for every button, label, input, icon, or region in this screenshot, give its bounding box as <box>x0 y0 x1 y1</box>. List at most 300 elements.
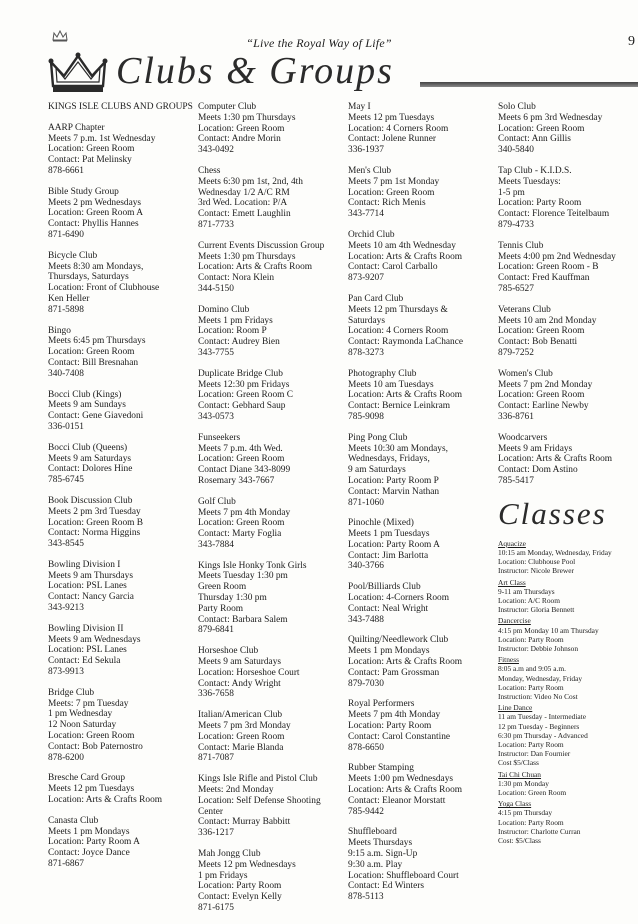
item-detail: Location: Party Room <box>498 817 564 827</box>
item-detail: 1-5 pm <box>498 187 525 198</box>
item-detail: 343-7488 <box>348 614 384 625</box>
item-detail: Meets 12 pm Tuesdays <box>48 784 135 795</box>
item-detail: Center <box>198 806 223 817</box>
list-item <box>348 294 498 359</box>
item-detail: Meets 1 pm Tuesdays <box>348 529 430 540</box>
item-detail: Location: Arts & Crafts Room <box>48 795 163 806</box>
item-detail: Meets 9 am Saturdays <box>48 453 132 464</box>
item-detail: 878-6650 <box>348 742 384 753</box>
list-item <box>348 433 498 509</box>
item-detail: Contact: Pam Grossman <box>348 667 440 678</box>
item-detail: Contact: Gene Giavedoni <box>48 411 144 422</box>
item-detail: 8:05 a.m and 9:05 a.m. <box>498 664 566 674</box>
item-detail: Contact: Gebhard Saup <box>198 401 286 412</box>
list-item <box>348 518 498 572</box>
item-detail: Saturdays <box>348 315 385 326</box>
list-item <box>498 616 638 653</box>
item-detail: 343-9213 <box>48 603 84 614</box>
list-item <box>48 688 198 764</box>
item-detail: 343-0573 <box>198 411 234 422</box>
item-detail: Meets 9 am Sundays <box>48 400 126 411</box>
item-detail: Wednesday 1/2 A/C RM <box>198 187 290 198</box>
item-detail: Meets 10 am 4th Wednesday <box>348 240 456 251</box>
item-name: Golf Club <box>198 496 236 507</box>
item-detail: Location: Green Room <box>348 187 435 198</box>
list-item <box>498 166 638 231</box>
item-detail: Contact: Carol Carballo <box>348 262 438 273</box>
item-detail: Contact: Evelyn Kelly <box>198 892 282 903</box>
item-detail: 343-7884 <box>198 539 234 550</box>
list-item <box>198 369 348 423</box>
item-detail: 785-9442 <box>348 806 384 817</box>
item-detail: 879-7030 <box>348 678 384 689</box>
item-detail: Meets: 2nd Monday <box>198 785 274 796</box>
item-detail: 879-6841 <box>198 625 234 636</box>
list-item <box>348 763 498 817</box>
item-detail: Contact: Marty Foglia <box>198 529 282 540</box>
list-item <box>348 699 498 753</box>
item-detail: Contact: Barbara Salem <box>198 614 288 625</box>
item-detail: Wednesdays, Fridays, <box>348 454 430 465</box>
item-detail: 9-11 am Thursdays <box>498 586 555 596</box>
item-name: Current Events Discussion Group <box>198 240 325 251</box>
item-detail: Location: Arts & Crafts Room <box>348 390 463 401</box>
item-detail: 871-5898 <box>48 304 84 315</box>
list-item <box>198 102 348 156</box>
item-detail: 871-6175 <box>198 903 234 913</box>
item-detail: Meets 7 pm 3rd Monday <box>198 721 291 732</box>
item-detail: Location: Green Room A <box>48 208 144 219</box>
item-detail: 340-7408 <box>48 368 84 379</box>
list-item <box>48 773 198 805</box>
list-item <box>498 305 638 359</box>
item-name: May I <box>348 102 371 112</box>
item-detail: Contact: Jolene Runner <box>348 134 437 145</box>
item-detail: 785-6745 <box>48 475 84 486</box>
list-item <box>48 496 198 550</box>
item-detail: Contact: Bob Paternostro <box>48 741 143 752</box>
section-heading: KINGS ISLE CLUBS AND GROUPS <box>48 102 193 112</box>
item-detail: Monday, Wednesday, Friday <box>498 673 583 683</box>
item-detail: 878-6200 <box>48 752 84 763</box>
item-name: Photography Club <box>348 368 417 379</box>
list-item <box>198 774 348 839</box>
item-name: Domino Club <box>198 304 250 315</box>
item-detail: 344-5150 <box>198 283 234 294</box>
item-detail: 340-3766 <box>348 561 384 572</box>
item-name: Kings Isle Honky Tonk Girls <box>198 560 307 571</box>
page-number: 9 <box>628 34 635 49</box>
item-detail: Location: PSL Lanes <box>48 645 127 656</box>
item-detail: Location: Green Room <box>498 326 585 337</box>
item-detail: Contact: Phyllis Hannes <box>48 219 139 230</box>
item-detail: Meets 9 am Thursdays <box>48 570 133 581</box>
item-detail: Contact: Andy Wright <box>198 678 281 689</box>
list-item <box>348 635 498 689</box>
list-item <box>48 326 198 380</box>
item-detail: 879-7252 <box>498 347 534 358</box>
list-item <box>348 166 498 220</box>
item-detail: Meets 1:30 pm Thursdays <box>198 112 296 123</box>
item-detail: Contact: Emett Laughlin <box>198 209 291 220</box>
item-detail: 1 pm Fridays <box>198 870 248 881</box>
classes-list <box>498 539 638 846</box>
item-detail: 873-9913 <box>48 667 84 678</box>
item-detail: 871-7087 <box>198 753 234 764</box>
item-detail: Instruction: Video No Cost <box>498 691 578 701</box>
item-detail: Location: Front of Clubhouse <box>48 283 160 294</box>
item-detail: Cost: $5/Class <box>498 836 541 845</box>
item-detail: Meets 1 pm Mondays <box>48 826 130 837</box>
item-detail: Contact: Ann Gillis <box>498 134 571 145</box>
item-detail: 9:15 a.m. Sign-Up <box>348 849 418 860</box>
list-item <box>198 166 348 231</box>
item-detail: Meets 6:45 pm Thursdays <box>48 336 146 347</box>
item-detail: 6:30 pm Thursday - Advanced <box>498 730 588 740</box>
item-name: Royal Performers <box>348 699 415 710</box>
item-detail: 343-0492 <box>198 145 234 156</box>
item-name: Bowling Division II <box>48 623 124 634</box>
item-detail: 9 am Saturdays <box>348 465 406 476</box>
item-detail: Contact: Florence Teitelbaum <box>498 209 610 220</box>
item-detail: Location: Clubhouse Pool <box>498 557 576 567</box>
item-detail: Location: Party Room <box>198 881 282 892</box>
crown-logo-icon <box>48 52 108 94</box>
item-name: AARP Chapter <box>48 122 105 133</box>
item-name: Orchid Club <box>348 229 395 240</box>
item-detail: Rosemary 343-7667 <box>198 475 275 486</box>
title-rule <box>420 82 638 87</box>
item-detail: 879-4733 <box>498 219 534 230</box>
item-detail: Location: Room P <box>198 326 267 337</box>
item-detail: 343-8545 <box>48 539 84 550</box>
list-item <box>48 816 198 870</box>
item-detail: 12 Noon Saturday <box>48 720 117 731</box>
list-item <box>198 497 348 551</box>
item-detail: Contact: Nora Klein <box>198 273 275 284</box>
item-detail: 871-6490 <box>48 229 84 240</box>
item-detail: 871-6867 <box>48 859 84 870</box>
item-detail: 11 am Tuesday - Intermediate <box>498 712 586 722</box>
item-detail: Meets 6:30 pm 1st, 2nd, 4th <box>198 176 303 187</box>
item-detail: Meets 9 am Saturdays <box>198 657 282 668</box>
item-name: Dancercise <box>498 616 531 626</box>
item-detail: Meets 6 pm 3rd Wednesday <box>498 112 603 123</box>
item-detail: Meets 7 pm 2nd Monday <box>498 379 593 390</box>
column-3 <box>348 102 498 913</box>
item-name: Fitness <box>498 655 519 665</box>
item-name: Men's Club <box>348 165 392 176</box>
item-detail: Contact: Fred Kauffman <box>498 273 590 284</box>
item-detail: Location: Party Room <box>498 682 564 692</box>
item-detail: Contact: Murray Babbitt <box>198 817 291 828</box>
item-detail: Contact: Marvin Nathan <box>348 486 440 497</box>
item-detail: Location: Green Room B <box>48 517 144 528</box>
list-item <box>48 390 198 433</box>
item-detail: Contact: Raymonda LaChance <box>348 337 464 348</box>
item-name: Horseshoe Club <box>198 646 259 657</box>
item-detail: Green Room <box>198 582 247 593</box>
item-detail: Location: Arts & Crafts Room <box>348 785 463 796</box>
list-item <box>498 655 638 701</box>
list-item <box>198 241 348 295</box>
item-detail: Meets 12 pm Tuesdays <box>348 112 435 123</box>
item-detail: 785-9098 <box>348 411 384 422</box>
item-name: Bocci Club (Kings) <box>48 389 122 400</box>
item-detail: Location: Green Room - B <box>498 262 599 273</box>
item-detail: Location: Arts & Crafts Room <box>348 657 463 668</box>
slogan: “Live the Royal Way of Life” <box>246 36 392 50</box>
item-name: Bingo <box>48 325 71 336</box>
item-detail: 340-5840 <box>498 145 534 156</box>
list-item <box>198 561 348 637</box>
item-detail: Location: Arts & Crafts Room <box>198 262 313 273</box>
list-item <box>348 827 498 903</box>
item-detail: Meets 7 pm 4th Monday <box>198 507 291 518</box>
item-name: Shuffleboard <box>348 827 397 838</box>
item-detail: Contact: Andre Morin <box>198 134 281 145</box>
item-name: Mah Jongg Club <box>198 849 261 860</box>
list-item <box>498 703 638 767</box>
item-detail: Location: 4-Corners Room <box>348 593 450 604</box>
item-detail: Contact: Jim Barlotta <box>348 550 429 561</box>
list-item <box>348 230 498 284</box>
item-detail: Location: Green Room <box>498 123 585 134</box>
item-detail: 4:15 pm Monday 10 am Thursday <box>498 625 599 635</box>
item-detail: Meets 1 pm Fridays <box>198 315 273 326</box>
item-detail: 871-1060 <box>348 497 384 508</box>
list-item <box>498 433 638 487</box>
list-item <box>498 369 638 423</box>
item-name: Tennis Club <box>498 240 544 251</box>
item-detail: Instructor: Dan Fournier <box>498 749 571 759</box>
item-detail: Contact: Bill Bresnahan <box>48 357 139 368</box>
list-item <box>498 578 638 615</box>
item-name: Bresche Card Group <box>48 773 126 784</box>
item-detail: Location: Shuffleboard Court <box>348 870 459 881</box>
item-detail: Contact: Nancy Garcia <box>48 592 134 603</box>
list-item <box>348 582 498 625</box>
classes-title: Classes <box>498 495 607 531</box>
item-detail: Contact: Bernice Leinkram <box>348 401 451 412</box>
list-item <box>48 560 198 614</box>
item-name: Pool/Billiards Club <box>348 582 421 593</box>
list-item <box>348 369 498 423</box>
item-name: Bicycle Club <box>48 250 98 261</box>
list-item <box>48 123 198 177</box>
item-detail: Location: Green Room <box>198 454 285 465</box>
item-name: Italian/American Club <box>198 710 283 721</box>
item-detail: Meets: 7 pm Tuesday <box>48 698 129 709</box>
item-detail: Location: Green Room <box>498 390 585 401</box>
item-detail: Cost $5/Class <box>498 758 539 768</box>
list-item <box>498 241 638 295</box>
item-detail: 785-5417 <box>498 475 534 486</box>
column-1 <box>48 102 198 880</box>
item-detail: Location: Party Room <box>498 634 564 644</box>
item-detail: Instructor: Nicole Brewer <box>498 566 574 576</box>
item-detail: Location: 4 Corners Room <box>348 123 449 134</box>
list-item <box>498 770 638 798</box>
item-name: Bocci Club (Queens) <box>48 442 128 453</box>
item-detail: Location: Green Room <box>198 123 285 134</box>
item-detail: 9:30 a.m. Play <box>348 859 403 870</box>
item-detail: Location: Self Defense Shooting <box>198 795 321 806</box>
item-detail: Meets 12 pm Wednesdays <box>198 859 296 870</box>
item-detail: Meets 7 p.m. 1st Wednesday <box>48 133 156 144</box>
list-item <box>48 187 198 241</box>
item-name: Women's Club <box>498 368 553 379</box>
item-detail: Location: Party Room <box>498 198 582 209</box>
item-detail: Contact: Ed Winters <box>348 881 424 892</box>
item-detail: 878-6661 <box>48 165 84 176</box>
list-item <box>498 102 638 156</box>
item-detail: Party Room <box>198 603 244 614</box>
item-detail: Location: Green Room <box>48 731 135 742</box>
small-crown-icon <box>52 30 68 42</box>
list-item <box>198 433 348 487</box>
item-detail: Location: Green Room <box>48 347 135 358</box>
page-title: Clubs & Groups <box>116 50 394 92</box>
item-detail: Location: Party Room A <box>48 837 140 848</box>
item-detail: Thursdays, Saturdays <box>48 272 129 283</box>
item-detail: Meets 7 pm 4th Monday <box>348 710 441 721</box>
item-detail: 336-1937 <box>348 145 384 156</box>
item-detail: Meets 10 am 2nd Monday <box>498 315 597 326</box>
item-detail: Location: 4 Corners Room <box>348 326 449 337</box>
item-detail: Meets 12 pm Thursdays & <box>348 304 448 315</box>
item-detail: Meets Tuesdays: <box>498 176 561 187</box>
item-detail: Location: Arts & Crafts Room <box>348 251 463 262</box>
item-detail: Location: Green Room <box>498 787 567 797</box>
item-detail: Location: Party Room <box>498 739 564 749</box>
list-item <box>498 539 638 576</box>
list-item <box>198 710 348 764</box>
item-detail: Meets 2 pm Wednesdays <box>48 197 142 208</box>
item-name: Tai Chi Chuan <box>498 769 542 779</box>
item-name: Bible Study Group <box>48 186 119 197</box>
list-item <box>198 305 348 359</box>
item-detail: 336-0151 <box>48 421 84 432</box>
item-detail: 10:15 am Monday, Wednesday, Friday <box>498 547 612 557</box>
item-detail: Meets 9 am Wednesdays <box>48 634 141 645</box>
item-detail: Instructor: Debbie Johnson <box>498 643 579 653</box>
item-detail: Meets 4:00 pm 2nd Wednesday <box>498 251 616 262</box>
item-detail: Meets 10:30 am Mondays, <box>348 443 448 454</box>
item-name: Art Class <box>498 577 526 587</box>
item-name: Book Discussion Club <box>48 495 133 506</box>
item-detail: Meets 1:30 pm Thursdays <box>198 251 296 262</box>
item-detail: 878-3273 <box>348 347 384 358</box>
item-name: Ping Pong Club <box>348 432 408 443</box>
item-detail: Contact: Neal Wright <box>348 603 429 614</box>
list-item <box>198 646 348 700</box>
item-detail: 336-8761 <box>498 411 534 422</box>
list-item <box>348 102 498 156</box>
item-detail: 4:15 pm Thursday <box>498 808 553 818</box>
item-detail: Meets Tuesday 1:30 pm <box>198 571 288 582</box>
item-detail: Location: Horseshoe Court <box>198 667 300 678</box>
item-name: Canasta Club <box>48 815 99 826</box>
item-detail: Contact: Ed Sekula <box>48 656 121 667</box>
item-name: Rubber Stamping <box>348 763 414 774</box>
item-detail: Contact: Eleanor Morstatt <box>348 795 446 806</box>
item-name: Kings Isle Rifle and Pistol Club <box>198 774 318 785</box>
item-name: Pinochle (Mixed) <box>348 518 414 529</box>
column-4 <box>498 102 638 847</box>
item-detail: Ken Heller <box>48 293 90 304</box>
item-name: Woodcarvers <box>498 432 548 443</box>
item-detail: 1:30 pm Monday <box>498 778 549 788</box>
item-name: Pan Card Club <box>348 293 404 304</box>
item-detail: Location: PSL Lanes <box>48 581 127 592</box>
item-name: Line Dance <box>498 703 533 713</box>
item-detail: Contact: Norma Higgins <box>48 528 141 539</box>
list-item <box>198 849 348 914</box>
item-detail: Contact: Rich Menis <box>348 198 426 209</box>
item-detail: Meets 2 pm 3rd Tuesday <box>48 506 141 517</box>
list-item <box>48 443 198 486</box>
item-detail: Location: Arts & Crafts Room <box>498 454 613 465</box>
item-detail: Location: Green Room <box>198 518 285 529</box>
item-name: Computer Club <box>198 102 257 112</box>
item-name: Quilting/Needlework Club <box>348 635 449 646</box>
item-detail: Location: Green Room <box>198 731 285 742</box>
item-detail: Contact: Marie Blanda <box>198 742 284 753</box>
item-detail: Contact: Joyce Dance <box>48 848 130 859</box>
item-name: Veterans Club <box>498 304 551 315</box>
item-detail: Location: Party Room <box>348 721 432 732</box>
list-item <box>498 799 638 845</box>
item-detail: Thursday 1:30 pm <box>198 593 267 604</box>
item-name: Duplicate Bridge Club <box>198 368 283 379</box>
item-name: Chess <box>198 165 221 176</box>
item-detail: Contact: Earline Newby <box>498 401 589 412</box>
item-detail: 871-7733 <box>198 219 234 230</box>
item-name: Solo Club <box>498 102 536 112</box>
item-name: Tap Club - K.I.D.S. <box>498 165 572 176</box>
item-detail: Meets 8:30 am Mondays, <box>48 261 144 272</box>
list-item <box>48 251 198 316</box>
item-detail: 336-7658 <box>198 689 234 700</box>
item-detail: Meets 7 p.m. 4th Wed. <box>198 443 283 454</box>
item-detail: Contact: Audrey Bien <box>198 337 280 348</box>
item-detail: 343-7714 <box>348 209 384 220</box>
list-item <box>48 624 198 678</box>
item-detail: Meets 1 pm Mondays <box>348 646 430 657</box>
item-detail: 785-6527 <box>498 283 534 294</box>
item-detail: Location: Party Room A <box>348 539 440 550</box>
item-detail: Meets 10 am Tuesdays <box>348 379 434 390</box>
item-detail: Instructor: Charlotte Curran <box>498 826 581 836</box>
column-2 <box>198 102 348 924</box>
item-detail: 873-9207 <box>348 273 384 284</box>
item-detail: Contact: Dom Astino <box>498 465 578 476</box>
item-detail: 12 pm Tuesday - Beginners <box>498 721 580 731</box>
item-detail: Meets 1:00 pm Wednesdays <box>348 774 454 785</box>
item-detail: Meets 7 pm 1st Monday <box>348 176 440 187</box>
item-detail: Contact Diane 343-8099 <box>198 465 291 476</box>
item-detail: Location: Green Room C <box>198 390 294 401</box>
item-name: Funseekers <box>198 432 241 443</box>
item-detail: Meets Thursdays <box>348 838 413 849</box>
item-detail: 336-1217 <box>198 828 234 839</box>
item-detail: 3rd Wed. Location: P/A <box>198 198 288 209</box>
item-detail: 1 pm Wednesday <box>48 709 113 720</box>
item-name: Aquacize <box>498 538 526 548</box>
item-detail: Location: A/C Room <box>498 595 560 605</box>
item-detail: Instructor: Gloria Bennett <box>498 605 575 615</box>
